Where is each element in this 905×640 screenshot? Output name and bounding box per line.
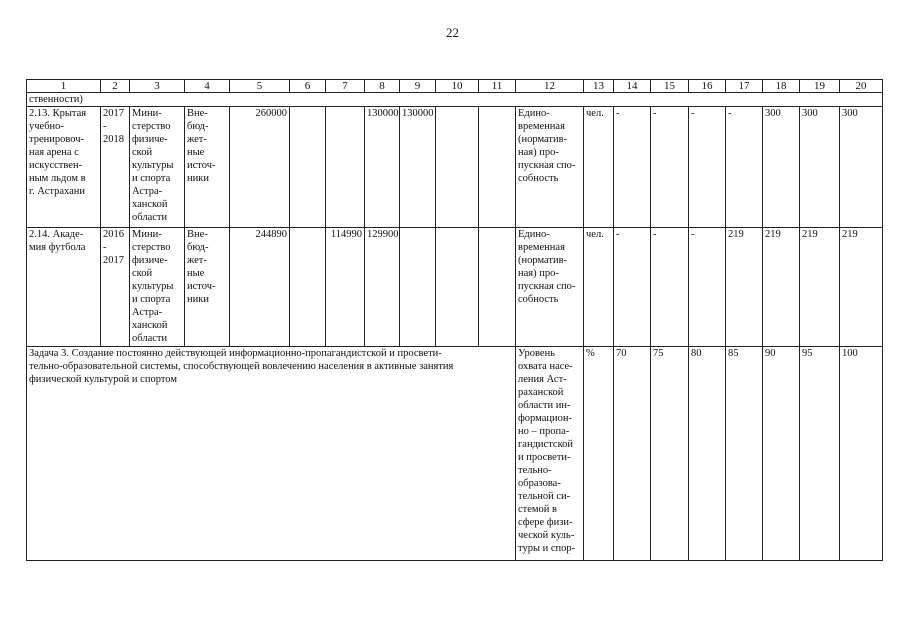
target-cell: 85 <box>726 347 763 561</box>
funding-source-cell: Вне- бюд- жет- ные источ- ники <box>185 107 230 228</box>
column-number-row <box>27 80 883 93</box>
col-header: 12 <box>516 80 584 93</box>
target-cell: - <box>689 228 726 347</box>
target-cell: - <box>614 107 651 228</box>
continuation-text: ственности) <box>27 93 883 107</box>
indicator-cell: Уровень охвата насе- ления Аст- раханской области ин- формацион- но – пропа- гандистской и просвети- тельно- образова- тельной си- стемой в сфере физи- ческой куль- туры и спор- <box>516 347 584 561</box>
target-cell: 219 <box>800 228 840 347</box>
col-header: 17 <box>726 80 763 93</box>
target-cell: 70 <box>614 347 651 561</box>
target-cell: - <box>614 228 651 347</box>
value-cell: 130000 <box>365 107 400 228</box>
col-header: 6 <box>290 80 326 93</box>
col-header: 4 <box>185 80 230 93</box>
indicator-cell: Едино- временная (норматив- ная) про- пускная спо- собность <box>516 107 584 228</box>
value-cell <box>326 107 365 228</box>
years-cell: 2017 - 2018 <box>101 107 130 228</box>
target-cell: 75 <box>651 347 689 561</box>
col-header: 2 <box>101 80 130 93</box>
page-number: 22 <box>446 25 459 40</box>
target-cell: 100 <box>840 347 883 561</box>
funding-source-cell: Вне- бюд- жет- ные источ- ники <box>185 228 230 347</box>
target-cell: 300 <box>800 107 840 228</box>
target-cell: - <box>651 228 689 347</box>
value-cell: 130000 <box>400 107 436 228</box>
unit-cell: чел. <box>584 107 614 228</box>
col-header: 19 <box>800 80 840 93</box>
target-cell: 300 <box>763 107 800 228</box>
col-header: 20 <box>840 80 883 93</box>
col-header: 11 <box>479 80 516 93</box>
target-cell: 300 <box>840 107 883 228</box>
target-cell: 219 <box>763 228 800 347</box>
object-name: 2.13. Крытая учебно- тренировоч- ная арена с искусствен- ным льдом в г. Астрахани <box>27 107 101 228</box>
program-table <box>26 79 883 561</box>
task-description: Задача 3. Создание постоянно действующей информационно-пропагандистской и просвети- тельно-образовательной системы, способствующей вовлечению населения в активные занятия физической культурой и спортом <box>27 347 516 561</box>
col-header: 8 <box>365 80 400 93</box>
target-cell: - <box>689 107 726 228</box>
col-header: 9 <box>400 80 436 93</box>
continuation-row <box>27 93 883 107</box>
total-cell: 244890 <box>230 228 290 347</box>
col-header: 10 <box>436 80 479 93</box>
value-cell <box>400 228 436 347</box>
indicator-cell: Едино- временная (норматив- ная) про- пускная спо- собность <box>516 228 584 347</box>
value-cell <box>479 228 516 347</box>
col-header: 5 <box>230 80 290 93</box>
value-cell: 114990 <box>326 228 365 347</box>
value-cell <box>290 228 326 347</box>
value-cell <box>436 107 479 228</box>
col-header: 18 <box>763 80 800 93</box>
value-cell <box>436 228 479 347</box>
target-cell: 90 <box>763 347 800 561</box>
value-cell: 129900 <box>365 228 400 347</box>
total-cell: 260000 <box>230 107 290 228</box>
col-header: 13 <box>584 80 614 93</box>
target-cell: 219 <box>840 228 883 347</box>
target-cell: - <box>651 107 689 228</box>
executor-cell: Мини- стерство физиче- ской культуры и спорта Астра- ханской области <box>130 228 185 347</box>
unit-cell: % <box>584 347 614 561</box>
unit-cell: чел. <box>584 228 614 347</box>
target-cell: - <box>726 107 763 228</box>
object-name: 2.14. Акаде- мия футбола <box>27 228 101 347</box>
col-header: 1 <box>27 80 101 93</box>
col-header: 15 <box>651 80 689 93</box>
col-header: 3 <box>130 80 185 93</box>
col-header: 7 <box>326 80 365 93</box>
target-cell: 95 <box>800 347 840 561</box>
target-cell: 80 <box>689 347 726 561</box>
table-row <box>27 228 883 347</box>
value-cell <box>479 107 516 228</box>
task-row <box>27 347 883 561</box>
years-cell: 2016 - 2017 <box>101 228 130 347</box>
target-cell: 219 <box>726 228 763 347</box>
col-header: 14 <box>614 80 651 93</box>
col-header: 16 <box>689 80 726 93</box>
value-cell <box>290 107 326 228</box>
executor-cell: Мини- стерство физиче- ской культуры и спорта Астра- ханской области <box>130 107 185 228</box>
table-row <box>27 107 883 228</box>
